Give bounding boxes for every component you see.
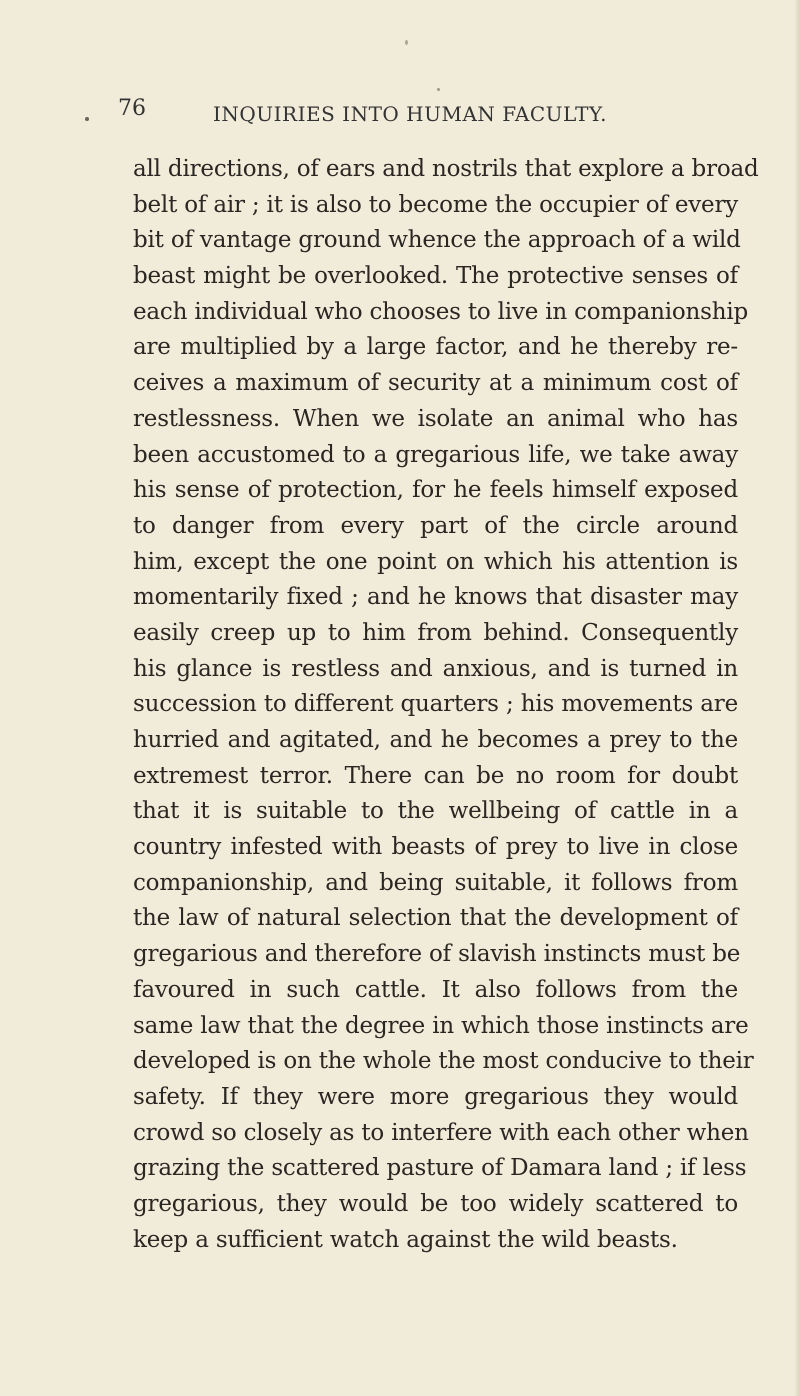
text-line: grazing the scattered pasture of Damara land ; if less xyxy=(133,1155,747,1182)
text-line: bit of vantage ground whence the approach of a wild xyxy=(133,227,741,254)
text-line: crowd so closely as to interfere with each other when xyxy=(133,1119,749,1146)
text-line: extremest terror. There can be no room for doubt xyxy=(133,762,738,789)
text-line: gregarious and therefore of slavish instincts must be xyxy=(133,941,741,968)
text-line: all directions, of ears and nostrils that explore a broad xyxy=(133,156,759,182)
text-line: to danger from every part of the circle around xyxy=(133,512,738,539)
text-line: that it is suitable to the wellbeing of cattle in a xyxy=(133,798,738,825)
text-line: his glance is restless and anxious, and is turned in xyxy=(133,655,738,682)
page-edge-shadow xyxy=(794,0,800,1396)
ink-speck xyxy=(405,40,408,45)
text-line: momentarily fixed ; and he knows that disaster may xyxy=(133,584,738,611)
text-line: companionship, and being suitable, it follows from xyxy=(133,869,738,896)
text-line: same law that the degree in which those instincts are xyxy=(133,1012,749,1039)
text-line: ceives a maximum of security at a minimum cost of xyxy=(133,370,738,397)
text-line: beast might be overlooked. The protective senses of xyxy=(133,263,738,290)
text-line: belt of air ; it is also to become the occupier of every xyxy=(133,191,739,218)
ink-speck xyxy=(85,117,89,121)
text-line: the law of natural selection that the development of xyxy=(133,905,738,932)
text-line: restlessness. When we isolate an animal who has xyxy=(133,405,738,432)
text-line: hurried and agitated, and he becomes a prey to the xyxy=(133,727,738,753)
text-line: developed is on the whole the most conducive to their xyxy=(133,1048,754,1075)
text-line: keep a sufficient watch against the wild beasts. xyxy=(133,1226,678,1253)
page-number: 76 xyxy=(118,96,146,121)
text-line: his sense of protection, for he feels himself exposed xyxy=(133,477,738,504)
text-line: safety. If they were more gregarious they would xyxy=(133,1083,738,1110)
text-line: him, except the one point on which his attention is xyxy=(133,548,738,575)
text-line: are multiplied by a large factor, and he thereby re- xyxy=(133,334,738,361)
text-line: succession to different quarters ; his movements are xyxy=(133,691,738,718)
ink-speck xyxy=(437,88,440,91)
text-line: country infested with beasts of prey to live in close xyxy=(133,834,738,861)
text-line: each individual who chooses to live in companionship xyxy=(133,298,749,325)
running-title: INQUIRIES INTO HUMAN FACULTY. xyxy=(213,102,607,126)
text-line: easily creep up to him from behind. Consequently xyxy=(133,619,738,646)
text-line: gregarious, they would be too widely scattered to xyxy=(133,1190,738,1217)
body-paragraph xyxy=(133,152,759,1258)
text-line: been accustomed to a gregarious life, we take away xyxy=(133,441,738,468)
text-line: favoured in such cattle. It also follows from the xyxy=(133,976,738,1003)
